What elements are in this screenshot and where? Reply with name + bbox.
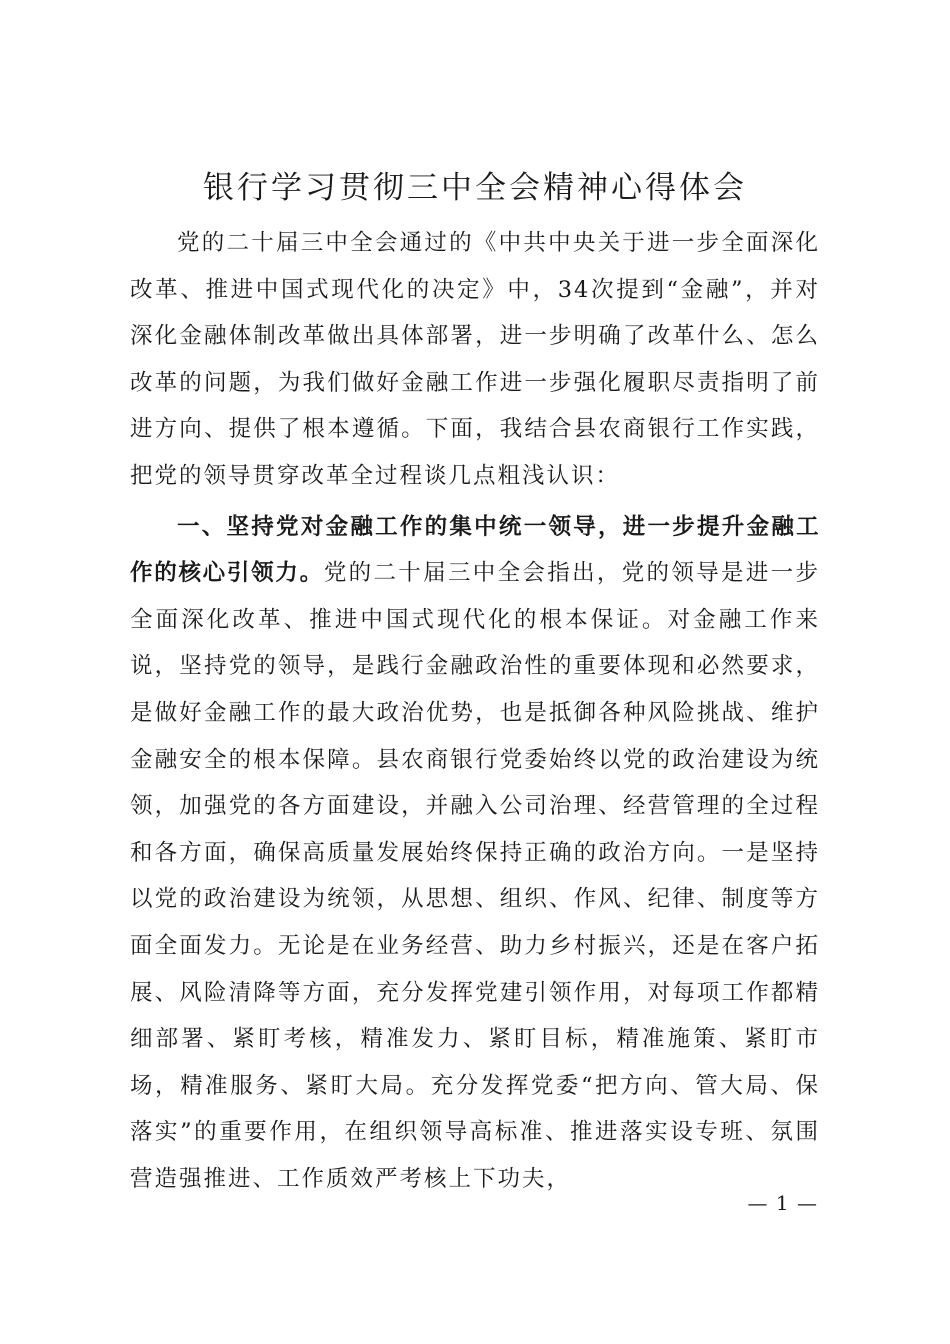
document-title: 银行学习贯彻三中全会精神心得体会 — [203, 170, 747, 206]
document-body — [130, 220, 820, 1202]
section-1-body: 党的二十届三中全会指出，党的领导是进一步全面深化改革、推进中国式现代化的根本保证。对金融工作来说，坚持党的领导，是践行金融政治性的重要体现和必然要求，是做好金融工作的最大政治优势，也是抵御各种风险挑战、维护金融安全的根本保障。县农商银行党委始终以党的政治建设为统领，加强党的各方面建设，并融入公司治理、经营管理的全过程和各方面，确保高质量发展始终保持正确的政治方向。一是坚持以党的政治建设为统领，从思想、组织、作风、纪律、制度等方面全面发力。无论是在业务经营、助力乡村振兴，还是在客户拓展、风险清降等方面，充分发挥党建引领作用，对每项工作都精细部署、紧盯考核，精准发力、紧盯目标，精准施策、紧盯市场，精准服务、紧盯大局。充分发挥党委“把方向、管大局、保落实”的重要作用，在组织领导高标准、推进落实设专班、氛围营造强推进、工作质效严考核上下功夫， — [130, 560, 820, 1192]
section-1-paragraph — [130, 504, 820, 1203]
page-number: — 1 — — [747, 1191, 818, 1215]
section-1-heading: 一、坚持党对金融工作的集中统一领导，进一步提升金融工作的核心引领力。 — [130, 513, 820, 587]
intro-paragraph: 党的二十届三中全会通过的《中共中央关于进一步全面深化改革、推进中国式现代化的决定》中，34次提到“金融”，并对深化金融体制改革做出具体部署，进一步明确了改革什么、怎么改革的问题，为我们做好金融工作进一步强化履职尽责指明了前进方向、提供了根本遵循。下面，我结合县农商银行工作实践，把党的领导贯穿改革全过程谈几点粗浅认识： — [130, 230, 820, 489]
